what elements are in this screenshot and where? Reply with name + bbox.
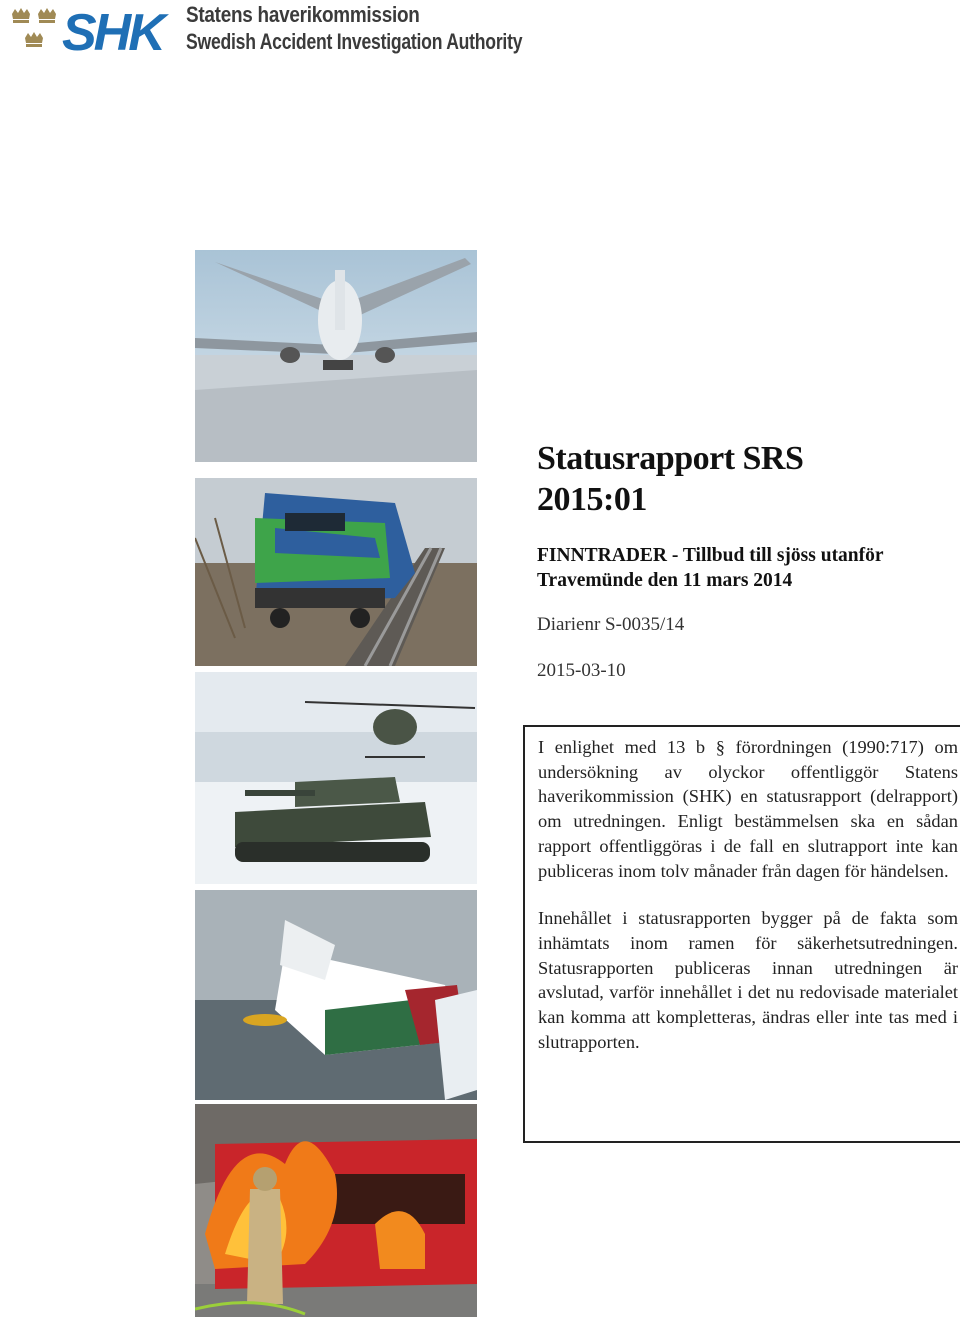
report-date: 2015-03-10 <box>537 660 626 681</box>
info-paragraph-1: I enlighet med 13 b § förordningen (1990:717) om undersökning av olyckor offentliggör Statens haverikommission (SHK) en statusrapport (delrapport) om utredningen. Enligt bestämmelsen ska en sådan rapport offentliggöras i de fall en slutrapport inte kan publiceras inom tolv månader från dagen för händelsen. <box>538 737 958 881</box>
photo-burning-bus <box>195 1104 477 1317</box>
org-name-swedish: Statens haverikommission <box>186 2 420 27</box>
photo-helicopter-and-tank <box>195 672 477 884</box>
report-title-line2: 2015:01 <box>537 481 647 518</box>
shk-logo <box>60 6 182 56</box>
report-subtitle-line2: Travemünde den 11 mars 2014 <box>537 570 793 591</box>
organization-name <box>186 4 606 53</box>
info-paragraph-2: Innehållet i statusrapporten bygger på de fakta som inhämtats inom ramen för säkerhetsutredningen. Statusrapporten publiceras innan utredningen är avslutad, varför innehållet i det nu redovisade materialet kan komma att kompletteras, ändras eller inte tas med i slutrapporten. <box>538 908 958 1052</box>
report-title-line1: Statusrapport SRS <box>537 440 804 477</box>
photo-ship <box>195 890 477 1100</box>
report-title <box>537 438 803 520</box>
org-name-english: Swedish Accident Investigation Authority <box>186 29 523 54</box>
status-report-info-box <box>523 725 960 1143</box>
shk-logo-text: SHK <box>62 6 163 56</box>
photo-aircraft <box>195 250 477 462</box>
report-subtitle-line1: FINNTRADER - Tillbud till sjöss utanför <box>537 545 884 566</box>
report-subtitle <box>537 543 884 593</box>
diary-number: Diarienr S-0035/14 <box>537 614 685 635</box>
photo-locomotive <box>195 478 477 666</box>
three-crowns-icon <box>10 6 60 56</box>
